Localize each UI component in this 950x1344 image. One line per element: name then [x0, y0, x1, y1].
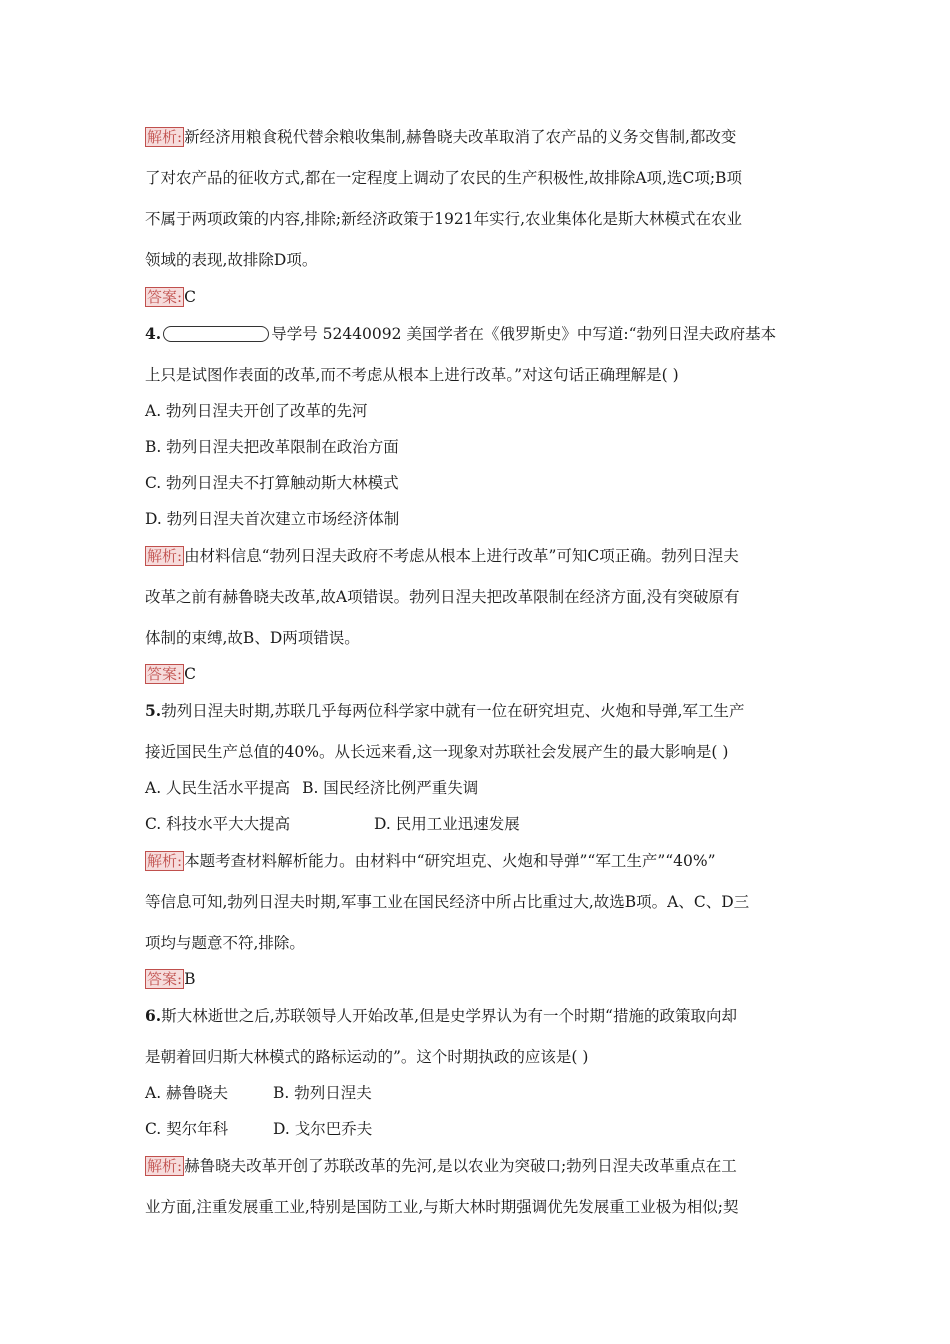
q5-stem-line-2: 接近国民生产总值的40%。从长远来看,这一现象对苏联社会发展产生的最大影响是( )	[145, 743, 729, 761]
q6-analysis-line-1	[145, 1155, 737, 1177]
answer-value: C	[184, 288, 196, 306]
question-stem: 斯大林逝世之后,苏联领导人开始改革,但是史学界认为有一个时期“措施的政策取向却	[161, 1007, 737, 1025]
question-number: 5.	[145, 701, 162, 720]
analysis-label: 解析:	[147, 128, 183, 146]
analysis-label: 解析:	[147, 547, 183, 565]
q4-analysis-line-3: 体制的束缚,故B、D两项错误。	[145, 629, 360, 647]
q5-stem-line-1	[145, 700, 745, 722]
q6-stem-line-2: 是朝着回归斯大林模式的路标运动的”。这个时期执政的应该是( )	[145, 1048, 589, 1066]
answer-label: 答案:	[147, 970, 183, 988]
q4-analysis-line-1	[145, 545, 739, 567]
q3-analysis-line-2: 了对农产品的征收方式,都在一定程度上调动了农民的生产积极性,故排除A项,选C项;B项	[145, 169, 742, 187]
answer-label: 答案:	[147, 288, 183, 306]
q3-answer	[145, 286, 196, 308]
q5-option-a: A. 人民生活水平提高	[145, 779, 291, 797]
q6-option-a: A. 赫鲁晓夫	[145, 1084, 229, 1102]
question-number: 4.	[145, 324, 162, 343]
guide-badge-icon	[163, 326, 269, 342]
q3-analysis-line-1	[145, 126, 736, 148]
question-stem: 勃列日涅夫时期,苏联几乎每两位科学家中就有一位在研究坦克、火炮和导弹,军工生产	[161, 702, 745, 720]
q5-options-row-1	[145, 777, 478, 799]
q5-analysis-line-2: 等信息可知,勃列日涅夫时期,军事工业在国民经济中所占比重过大,故选B项。A、C、D三	[145, 893, 750, 911]
q4-option-c: C. 勃列日涅夫不打算触动斯大林模式	[145, 474, 399, 492]
q4-stem-line-1	[145, 323, 776, 345]
q4-analysis-line-2: 改革之前有赫鲁晓夫改革,故A项错误。勃列日涅夫把改革限制在经济方面,没有突破原有	[145, 588, 740, 606]
analysis-text: 赫鲁晓夫改革开创了苏联改革的先河,是以农业为突破口;勃列日涅夫改革重点在工	[184, 1157, 737, 1175]
q6-analysis-line-2: 业方面,注重发展重工业,特别是国防工业,与斯大林时期强调优先发展重工业极为相似;契	[145, 1198, 739, 1216]
q4-stem-line-2: 上只是试图作表面的改革,而不考虑从根本上进行改革。”对这句话正确理解是( )	[145, 366, 679, 384]
q6-option-c: C. 契尔年科	[145, 1120, 229, 1138]
question-stem: 导学号 52440092 美国学者在《俄罗斯史》中写道:“勃列日涅夫政府基本	[271, 325, 777, 343]
q3-analysis-line-4: 领域的表现,故排除D项。	[145, 251, 318, 269]
q6-option-b: B. 勃列日涅夫	[273, 1084, 372, 1102]
analysis-text: 由材料信息“勃列日涅夫政府不考虑从根本上进行改革”可知C项正确。勃列日涅夫	[184, 547, 739, 565]
q6-stem-line-1	[145, 1005, 737, 1027]
analysis-text: 新经济用粮食税代替余粮收集制,赫鲁晓夫改革取消了农产品的义务交售制,都改变	[184, 128, 737, 146]
q5-option-b: B. 国民经济比例严重失调	[302, 779, 479, 797]
q5-options-row-2	[145, 813, 290, 835]
q4-option-b: B. 勃列日涅夫把改革限制在政治方面	[145, 438, 399, 456]
analysis-text: 本题考查材料解析能力。由材料中“研究坦克、火炮和导弹”“军工生产”“40%”	[184, 852, 716, 870]
q5-option-c: C. 科技水平大大提高	[145, 815, 291, 833]
answer-value: B	[184, 970, 196, 988]
q3-analysis-line-3: 不属于两项政策的内容,排除;新经济政策于1921年实行,农业集体化是斯大林模式在农业	[145, 210, 743, 228]
answer-value: C	[184, 665, 196, 683]
q6-option-d: D. 戈尔巴乔夫	[273, 1120, 373, 1138]
q5-option-d: D. 民用工业迅速发展	[374, 815, 520, 833]
q4-answer	[145, 663, 196, 685]
q5-analysis-line-1	[145, 850, 716, 872]
q5-answer	[145, 968, 195, 990]
answer-label: 答案:	[147, 665, 183, 683]
question-number: 6.	[145, 1006, 162, 1025]
analysis-label: 解析:	[147, 852, 183, 870]
q4-option-a: A. 勃列日涅夫开创了改革的先河	[145, 402, 368, 420]
q4-option-d: D. 勃列日涅夫首次建立市场经济体制	[145, 510, 400, 528]
q5-analysis-line-3: 项均与题意不符,排除。	[145, 934, 305, 952]
analysis-label: 解析:	[147, 1157, 183, 1175]
